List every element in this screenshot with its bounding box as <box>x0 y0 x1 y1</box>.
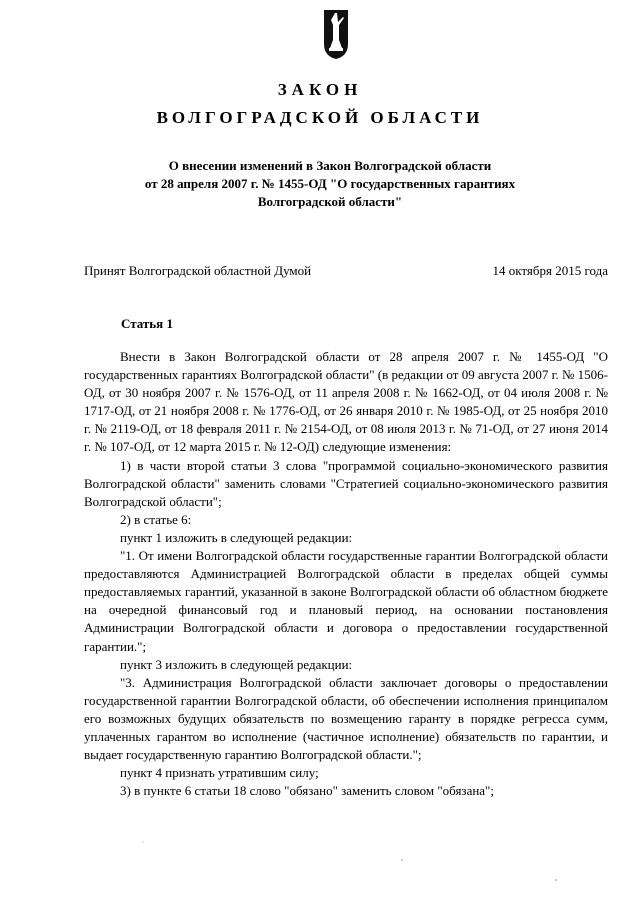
body-paragraph: 3) в пункте 6 статьи 18 слово "обязано" заменить словом "обязана"; <box>120 783 494 799</box>
body-paragraph: Внести в Закон Волгоградской области от 28 апреля 2007 г. № 1455-ОД "О государственных гарантиях Волгоградской области" (в редакции от 09 августа 2007 г. № 1506-ОД, от 30 ноября 2007 г. № 1576-ОД, от 11 апреля 2008 г. № 1662-ОД, от 04 июля 2008 г. № 1717-ОД, от 21 ноября 2008 г. № 1776-ОД, от 26 января 2010 г. № 1985-ОД, от 25 ноября 2010 г. № 2119-ОД, от 18 февраля 2011 г. № 2154-ОД, от 08 июля 2013 г. № 71-ОД, от 27 июня 2014 г. № 107-ОД, от 12 марта 2015 г. № 12-ОД) следующие изменения: <box>84 349 608 455</box>
subtitle-line: от 28 апреля 2007 г. № 1455-ОД "О государственных гарантиях <box>144 176 516 191</box>
subtitle-line: О внесении изменений в Закон Волгоградской области <box>168 158 492 173</box>
subtitle-line: Волгоградской области" <box>257 194 403 209</box>
adoption-date: 14 октября 2015 года <box>492 263 608 278</box>
body-paragraph: "1. От имени Волгоградской области государственные гарантии Волгоградской области предоставляются Администрацией Волгоградской области в пределах общей суммы предоставляемых гарантий, указанной в законе Волгоградской области об областном бюджете на очередной финансовый год и плановый период, на основании постановления Администрации Волгоградской области и договора о предоставлении государственной гарантии."; <box>84 548 608 654</box>
body-paragraph: пункт 1 изложить в следующей редакции: <box>120 529 353 545</box>
body-paragraph: пункт 4 признать утратившим силу; <box>120 765 319 781</box>
region-title: ВОЛГОГРАДСКОЙ ОБЛАСТИ <box>156 108 484 127</box>
article-heading: Статья 1 <box>121 316 173 331</box>
adoption-line <box>84 262 608 280</box>
body-paragraph: пункт 3 изложить в следующей редакции: <box>120 656 353 672</box>
article-body <box>84 348 608 800</box>
document-subtitle <box>60 157 600 211</box>
body-paragraph: "3. Администрация Волгоградской области заключает договоры о предоставлении государственной гарантии Волгоградской области, об обеспечении исполнения принципалом его возможных будущих обязательств по возмещению гаранту в порядке регресса сумм, уплаченных гарантом во исполнение (частичное исполнение) обязательств по гарантии, и выдает государственную гарантию Волгоградской области."; <box>84 674 608 763</box>
law-title: ЗАКОН <box>277 80 363 99</box>
volgograd-coat-of-arms-icon <box>322 8 350 60</box>
body-paragraph: 1) в части второй статьи 3 слова "программой социально-экономического развития Волгоградской области" заменить словами "Стратегией социально-экономического развития Волгоградской области"; <box>84 457 608 509</box>
adoption-label: Принят Волгоградской областной Думой <box>84 263 312 278</box>
body-paragraph: 2) в статье 6: <box>120 511 192 527</box>
